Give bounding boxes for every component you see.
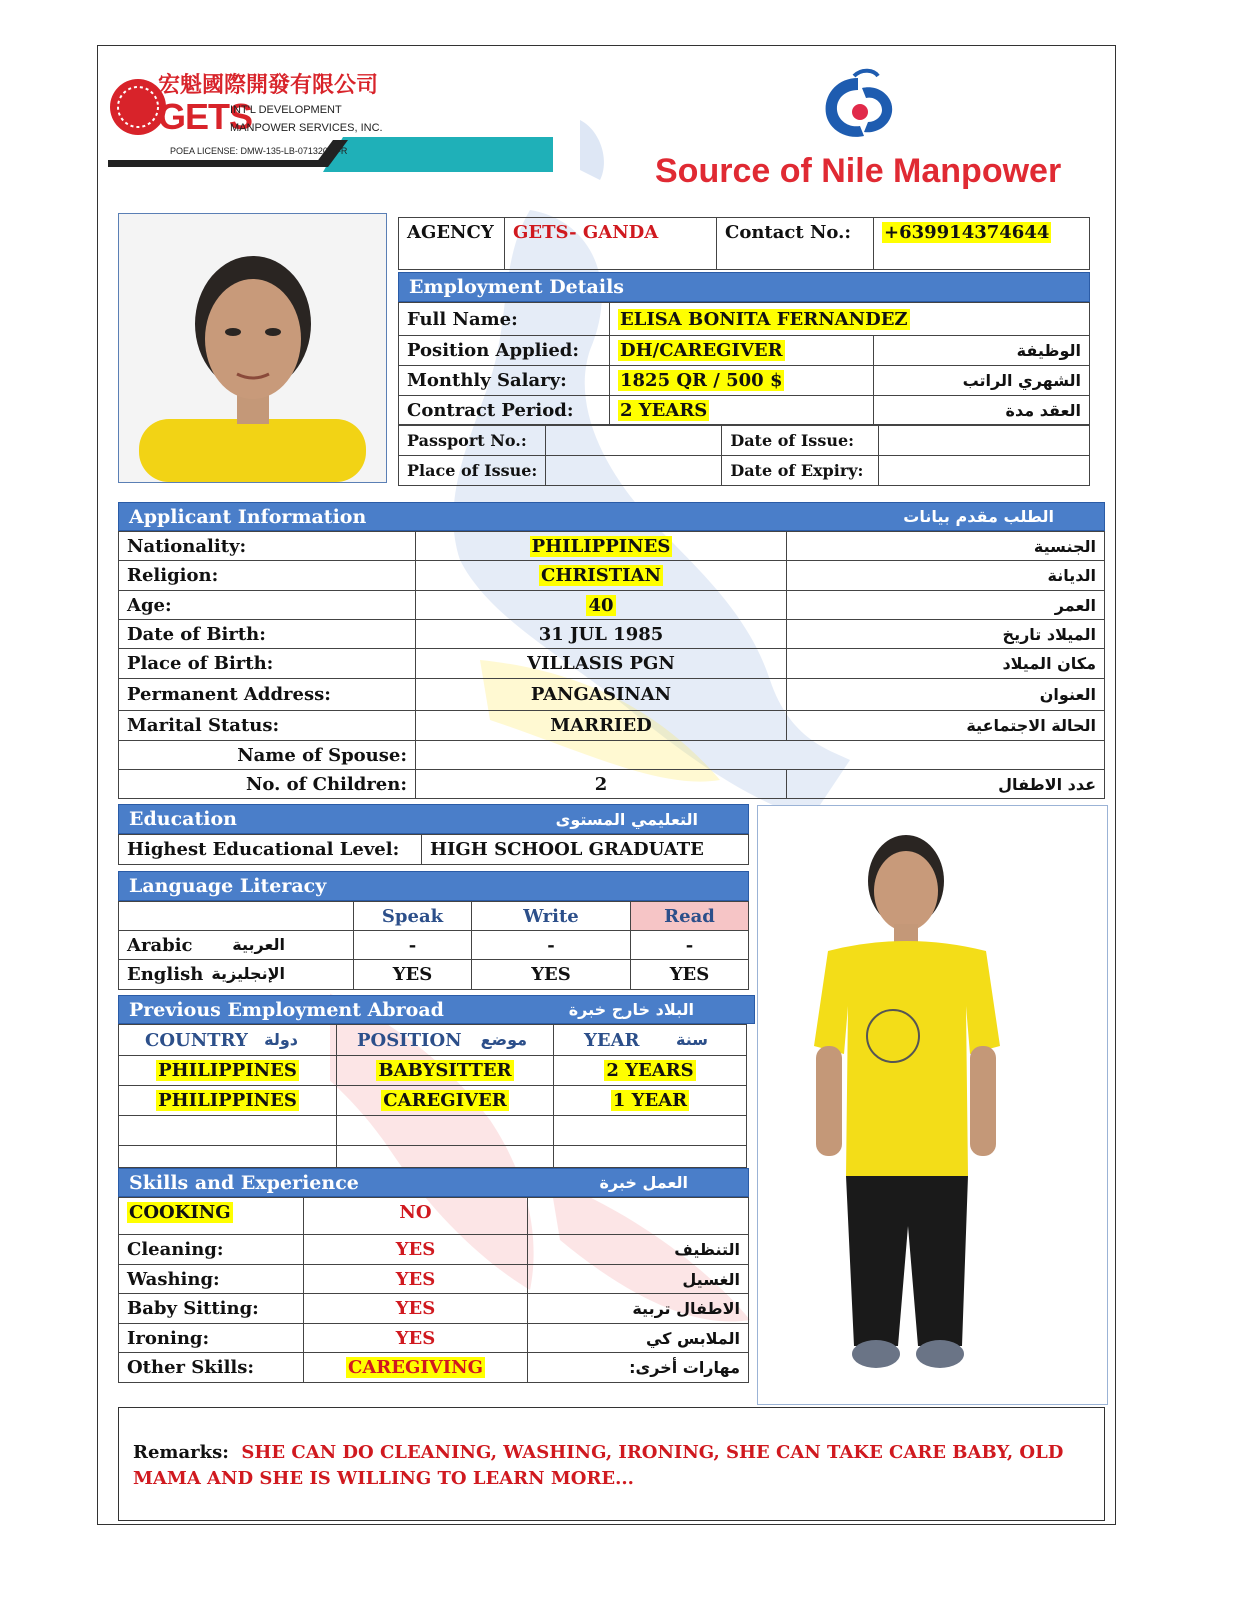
passport-no-value — [546, 426, 722, 456]
applicant-table — [118, 531, 1105, 799]
skill-arabic: الاطفال تربية — [528, 1294, 749, 1324]
gets-chinese-name: 宏魁國際開發有限公司 — [158, 73, 379, 98]
language-name-arabic: العربية — [232, 934, 285, 954]
skill-label: Washing: — [119, 1265, 304, 1294]
passport-no-label: Passport No.: — [399, 426, 546, 456]
applicant-value: 2 — [416, 770, 787, 799]
nile-brand: Source of Nile Manpower — [655, 152, 1062, 190]
remarks-text: SHE CAN DO CLEANING, WASHING, IRONING, SHE CAN TAKE CARE BABY, OLD MAMA AND SHE IS WILLING TO LEARN MORE... — [133, 1442, 1064, 1489]
employment-value-cell — [610, 303, 1090, 336]
education-title: Education — [129, 808, 237, 830]
applicant-label: No. of Children: — [119, 770, 416, 799]
write-value: YES — [472, 960, 631, 990]
employment-label: Monthly Salary: — [399, 366, 610, 396]
date-of-issue-value — [879, 426, 1090, 456]
full-body-figure — [758, 806, 1107, 1404]
skill-arabic-empty — [528, 1198, 749, 1235]
prev-empty-cell — [119, 1116, 337, 1146]
contact-cell — [874, 218, 1090, 270]
col-position-cell — [337, 1025, 554, 1056]
prev-empty-cell — [554, 1116, 747, 1146]
education-label: Highest Educational Level: — [119, 835, 422, 865]
applicant-value: PANGASINAN — [416, 679, 787, 711]
skill-value: CAREGIVING — [348, 1357, 483, 1378]
language-corner — [119, 902, 354, 931]
prev-year: 2 YEARS — [606, 1060, 694, 1081]
language-header — [118, 871, 749, 901]
applicant-label: Name of Spouse: — [119, 741, 416, 770]
skill-arabic: التنظيف — [528, 1235, 749, 1265]
skill-value-cell — [304, 1353, 528, 1383]
applicant-arabic: الميلاد تاريخ — [787, 620, 1105, 649]
employment-details-header — [398, 272, 1090, 302]
employment-value: DH/CAREGIVER — [620, 340, 783, 361]
language-name-cell — [119, 960, 354, 990]
gets-subtitle-1: INT'L DEVELOPMENT — [230, 104, 342, 116]
applicant-value-cell — [416, 561, 787, 591]
employment-value-cell — [610, 336, 874, 366]
education-title-arabic: التعليمي المستوى — [555, 809, 698, 829]
applicant-label: Religion: — [119, 561, 416, 591]
employment-label: Position Applied: — [399, 336, 610, 366]
employment-label: Contract Period: — [399, 396, 610, 425]
applicant-arabic: الجنسية — [787, 532, 1105, 561]
previous-title: Previous Employment Abroad — [129, 998, 444, 1021]
employment-label: Full Name: — [399, 303, 610, 336]
read-value: YES — [631, 960, 749, 990]
read-value: - — [631, 931, 749, 960]
applicant-value-cell — [416, 591, 787, 620]
prev-year-cell — [554, 1086, 747, 1116]
employment-arabic: الشهري الراتب — [874, 366, 1090, 396]
previous-employment-header — [118, 995, 755, 1024]
employment-arabic: الوظيفة — [874, 336, 1090, 366]
gets-license: POEA LICENSE: DMW-135-LB-07132023-R — [170, 146, 348, 156]
employment-value-cell — [610, 366, 874, 396]
col-position: POSITION — [357, 1029, 462, 1051]
col-read: Read — [631, 902, 749, 931]
language-title: Language Literacy — [129, 875, 327, 897]
contact-value: +639914374644 — [884, 222, 1050, 243]
applicant-label: Permanent Address: — [119, 679, 416, 711]
employment-value-cell — [610, 396, 874, 425]
skill-value: YES — [304, 1324, 528, 1353]
agency-label: AGENCY — [399, 218, 505, 270]
employment-value: ELISA BONITA FERNANDEZ — [620, 308, 908, 330]
employment-table — [398, 302, 1090, 425]
col-speak: Speak — [354, 902, 472, 931]
skill-label: Cleaning: — [119, 1235, 304, 1265]
prev-country: PHILIPPINES — [158, 1090, 297, 1111]
date-of-issue-label: Date of Issue: — [722, 426, 879, 456]
applicant-title-arabic: الطلب مقدم بيانات — [903, 507, 1054, 526]
language-name-arabic: الإنجليزية — [211, 964, 285, 983]
previous-employment-table — [118, 1024, 747, 1168]
col-year-arabic: سنة — [676, 1029, 708, 1049]
prev-year-cell — [554, 1056, 747, 1086]
applicant-label: Date of Birth: — [119, 620, 416, 649]
col-country-arabic: دولة — [264, 1029, 298, 1049]
skill-value: YES — [304, 1294, 528, 1324]
applicant-label: Nationality: — [119, 532, 416, 561]
contact-label: Contact No.: — [717, 218, 874, 270]
agency-table — [398, 217, 1090, 270]
col-year-cell — [554, 1025, 747, 1056]
agency-value: GETS- GANDA — [505, 218, 717, 270]
applicant-portrait-photo — [118, 213, 387, 483]
skill-arabic: مهارات أخرى: — [528, 1353, 749, 1383]
applicant-label: Marital Status: — [119, 711, 416, 741]
prev-position-cell — [337, 1056, 554, 1086]
col-write: Write — [472, 902, 631, 931]
col-year: YEAR — [584, 1029, 640, 1051]
nile-logo-icon — [818, 68, 902, 144]
col-position-arabic: موضع — [480, 1029, 527, 1049]
previous-title-arabic: البلاد خارج خبرة — [568, 1000, 694, 1019]
skill-label-cell — [119, 1198, 304, 1235]
applicant-arabic: العنوان — [787, 679, 1105, 711]
skills-header — [118, 1168, 749, 1197]
applicant-label: Age: — [119, 591, 416, 620]
skill-label: Other Skills: — [119, 1353, 304, 1383]
gets-logo — [108, 62, 553, 172]
prev-country: PHILIPPINES — [158, 1060, 297, 1081]
applicant-arabic: العمر — [787, 591, 1105, 620]
applicant-value: MARRIED — [416, 711, 787, 741]
spouse-value — [416, 741, 1105, 770]
gets-subtitle-2: MANPOWER SERVICES, INC. — [230, 122, 383, 134]
date-of-expiry-value — [879, 456, 1090, 486]
prev-position: CAREGIVER — [383, 1090, 507, 1111]
skill-value: NO — [304, 1198, 528, 1235]
col-country: COUNTRY — [145, 1029, 248, 1051]
prev-position-cell — [337, 1086, 554, 1116]
skills-title-arabic: العمل خبرة — [599, 1173, 688, 1192]
prev-position: BABYSITTER — [378, 1060, 512, 1081]
passport-table — [398, 425, 1090, 486]
education-header — [118, 804, 749, 834]
applicant-arabic: الديانة — [787, 561, 1105, 591]
skill-value: YES — [304, 1235, 528, 1265]
place-of-issue-label: Place of Issue: — [399, 456, 546, 486]
skills-title: Skills and Experience — [129, 1171, 359, 1194]
language-name: English — [127, 964, 204, 985]
speak-value: - — [354, 931, 472, 960]
skills-table — [118, 1197, 749, 1383]
applicant-info-header — [118, 502, 1105, 531]
language-name: Arabic — [127, 934, 193, 956]
write-value: - — [472, 931, 631, 960]
skill-arabic: الملابس كي — [528, 1324, 749, 1353]
gets-brand: GETS — [158, 96, 253, 137]
employment-arabic: العقد مدة — [874, 396, 1090, 425]
employment-title: Employment Details — [409, 276, 624, 298]
applicant-value: 31 JUL 1985 — [416, 620, 787, 649]
applicant-arabic: مكان الميلاد — [787, 649, 1105, 679]
col-country-cell — [119, 1025, 337, 1056]
prev-empty-cell — [337, 1146, 554, 1168]
applicant-value: VILLASIS PGN — [416, 649, 787, 679]
prev-country-cell — [119, 1056, 337, 1086]
applicant-value: 40 — [588, 594, 614, 616]
education-table — [118, 834, 749, 865]
prev-empty-cell — [119, 1146, 337, 1168]
speak-value: YES — [354, 960, 472, 990]
language-name-cell — [119, 931, 354, 960]
date-of-expiry-label: Date of Expiry: — [722, 456, 879, 486]
skill-label: COOKING — [129, 1202, 231, 1223]
prev-empty-cell — [554, 1146, 747, 1168]
applicant-value: CHRISTIAN — [541, 565, 661, 586]
remarks-box — [118, 1407, 1105, 1521]
prev-country-cell — [119, 1086, 337, 1116]
prev-year: 1 YEAR — [612, 1090, 688, 1111]
applicant-arabic: عدد الاطفال — [787, 770, 1105, 799]
portrait-figure — [119, 214, 386, 482]
remarks-label: Remarks: — [133, 1442, 229, 1463]
applicant-label: Place of Birth: — [119, 649, 416, 679]
education-value: HIGH SCHOOL GRADUATE — [422, 835, 749, 865]
applicant-arabic: الحالة الاجتماعية — [787, 711, 1105, 741]
skill-arabic: الغسيل — [528, 1265, 749, 1294]
skill-label: Baby Sitting: — [119, 1294, 304, 1324]
skill-value: YES — [304, 1265, 528, 1294]
applicant-value: PHILIPPINES — [531, 535, 671, 557]
employment-value: 2 YEARS — [620, 399, 708, 421]
applicant-full-body-photo — [757, 805, 1108, 1405]
employment-value: 1825 QR / 500 $ — [620, 370, 783, 391]
prev-empty-cell — [337, 1116, 554, 1146]
skill-label: Ironing: — [119, 1324, 304, 1353]
language-table — [118, 901, 749, 990]
applicant-title: Applicant Information — [129, 505, 367, 528]
applicant-value-cell — [416, 532, 787, 561]
place-of-issue-value — [546, 456, 722, 486]
